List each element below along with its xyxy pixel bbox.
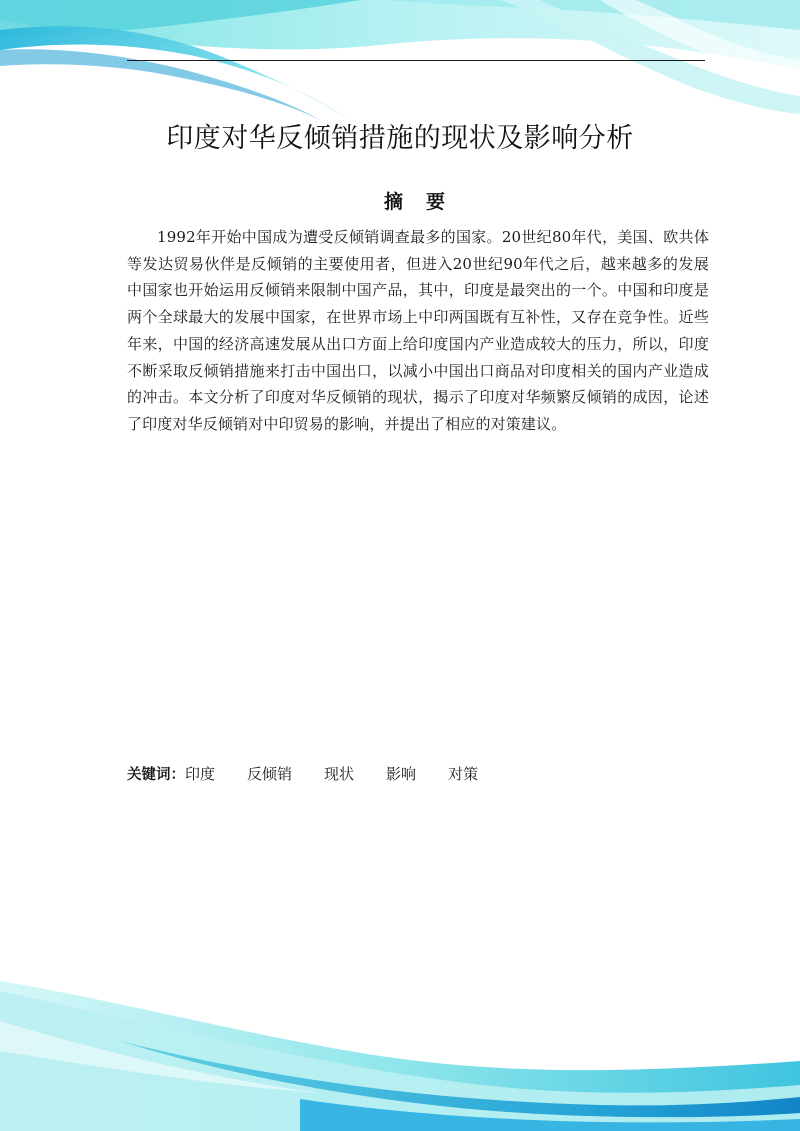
keyword-item: 现状 — [324, 765, 355, 783]
document-title: 印度对华反倾销措施的现状及影响分析 — [166, 123, 634, 154]
abstract-body: 1992年开始中国成为遭受反倾销调查最多的国家。20世纪80年代，美国、欧共体等发达贸易伙伴是反倾销的主要使用者，但进入20世纪90年代之后，越来越多的发展中国家也开始运用反倾销来限制中国产品，其中，印度是最突出的一个。中国和印度是两个全球最大的发展中国家，在世界市场上中印两国既有互补性，又存在竞争性。近些年来，中国的经济高速发展从出口方面上给印度国内产业造成较大的压力，所以，印度不断采取反倾销措施来打击中国出口，以减小中国出口商品对印度相关的国内产业造成的冲击。本文分析了印度对华反倾销的现状，揭示了印度对华频繁反倾销的成因，论述了印度对华反倾销对中印贸易的影响，并提出了相应的对策建议。 — [127, 228, 709, 433]
abstract-heading-char-1: 摘 — [383, 191, 404, 213]
keywords-label: 关键词： — [127, 767, 185, 783]
keyword-item: 反倾销 — [247, 765, 293, 783]
keyword-item: 影响 — [386, 765, 417, 783]
header-rule — [127, 60, 705, 61]
keyword-item: 印度 — [185, 765, 216, 783]
keywords-line — [127, 763, 478, 784]
top-wave-decoration — [0, 0, 800, 190]
keyword-item: 对策 — [448, 765, 479, 783]
abstract-heading-char-2: 要 — [426, 191, 447, 213]
bottom-wave-decoration — [0, 981, 800, 1131]
abstract-heading — [0, 187, 800, 214]
